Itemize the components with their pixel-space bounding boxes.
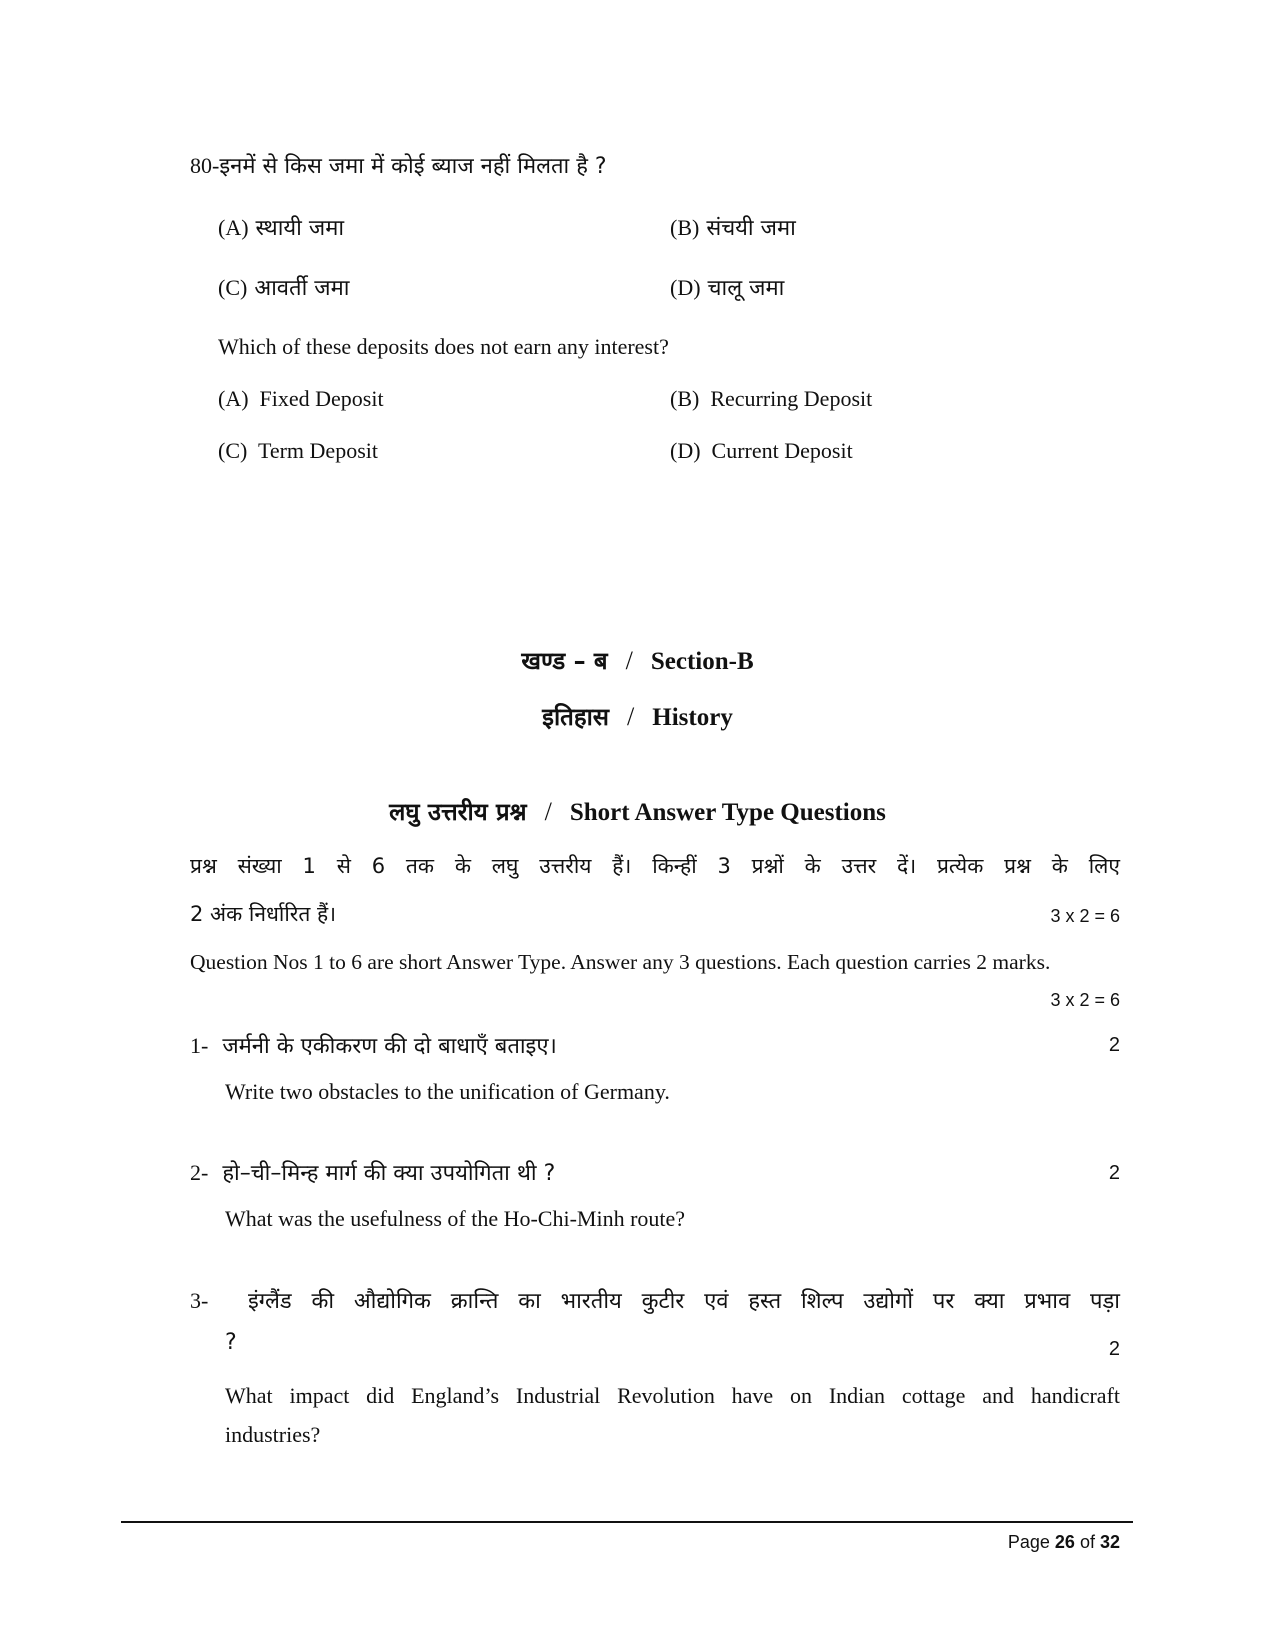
- q80-option-english-d: [670, 438, 853, 464]
- subject-heading: [0, 700, 1275, 733]
- q80-option-english-a: [218, 386, 384, 412]
- instruction-hindi-line2: 2 अंक निर्धारित हैं।: [190, 902, 337, 926]
- short-answer-slash: /: [544, 797, 552, 826]
- q3-english-line1: What impact did England’s Industrial Revolution have on Indian cottage and handicraft: [225, 1383, 1120, 1408]
- section-slash: /: [625, 646, 633, 675]
- instruction-english: Question Nos 1 to 6 are short Answer Type. Answer any 3 questions. Each question carries 2 marks.: [190, 950, 1051, 974]
- page-number: [1008, 1532, 1120, 1553]
- q2-hindi: [190, 1157, 555, 1187]
- short-answer-hindi: लघु उत्तरीय प्रश्न: [389, 798, 527, 826]
- option-text: Current Deposit: [711, 438, 853, 463]
- q80-option-hindi-d: [670, 272, 784, 302]
- section-heading: [0, 644, 1275, 677]
- q3-number: 3-: [190, 1288, 209, 1313]
- option-text: Fixed Deposit: [259, 386, 384, 411]
- q1-marks: 2: [1108, 1034, 1120, 1056]
- option-text: Term Deposit: [257, 438, 378, 463]
- option-text: स्थायी जमा: [255, 216, 345, 241]
- footer-divider: [121, 1521, 1133, 1523]
- option-key: (A): [218, 215, 249, 240]
- q2-hindi-text: हो–ची–मिन्ह मार्ग की क्या उपयोगिता थी ?: [222, 1161, 556, 1186]
- page-label: Page: [1007, 1532, 1050, 1552]
- page-current: 26: [1054, 1532, 1075, 1552]
- subject-slash: /: [627, 702, 635, 731]
- option-key: (B): [670, 215, 700, 240]
- q80-question-english: Which of these deposits does not earn any interest?: [218, 334, 669, 359]
- instruction-hindi-line1: प्रश्न संख्या 1 से 6 तक के लघु उत्तरीय हैं। किन्हीं 3 प्रश्नों के उत्तर दें। प्रत्येक प्रश्न के लिए: [190, 854, 1120, 878]
- option-key: (C): [218, 275, 248, 300]
- page-total: 32: [1099, 1532, 1120, 1552]
- q80-option-hindi-b: [670, 212, 796, 242]
- option-key: (D): [670, 275, 701, 300]
- option-key: (A): [218, 386, 249, 411]
- marks-hindi: 3 x 2 = 6: [1050, 906, 1120, 926]
- q2-marks: 2: [1108, 1162, 1120, 1184]
- q1-english: Write two obstacles to the unification of Germany.: [225, 1079, 670, 1104]
- q80-option-hindi-c: [218, 272, 349, 302]
- option-text: आवर्ती जमा: [254, 276, 350, 301]
- q1-hindi: [190, 1030, 557, 1060]
- page-of-label: of: [1079, 1532, 1095, 1552]
- subject-english: History: [652, 704, 733, 731]
- q3-marks: 2: [1108, 1338, 1120, 1360]
- q80-question-hindi: [190, 150, 607, 180]
- option-text: चालू जमा: [707, 276, 785, 301]
- option-key: (C): [218, 438, 248, 463]
- q1-number: 1-: [190, 1033, 209, 1058]
- subject-hindi: इतिहास: [542, 703, 610, 731]
- q1-hindi-text: जर्मनी के एकीकरण की दो बाधाएँ बताइए।: [222, 1034, 557, 1059]
- marks-english: 3 x 2 = 6: [1050, 990, 1120, 1010]
- option-text: Recurring Deposit: [710, 386, 873, 411]
- q3-hindi-line2: ?: [225, 1330, 237, 1355]
- q2-number: 2-: [190, 1160, 209, 1185]
- q80-option-hindi-a: [218, 212, 344, 242]
- section-english: Section-B: [650, 648, 754, 675]
- option-key: (B): [670, 386, 700, 411]
- q80-hindi-text: इनमें से किस जमा में कोई ब्याज नहीं मिलता है ?: [219, 154, 607, 179]
- short-answer-heading: [0, 795, 1275, 828]
- q80-number: 80-: [190, 153, 220, 178]
- option-key: (D): [670, 438, 701, 463]
- section-hindi: खण्ड – ब: [521, 647, 608, 675]
- q3-english-line2: industries?: [225, 1422, 321, 1447]
- q3-hindi-line1: [190, 1285, 1120, 1315]
- q2-english: What was the usefulness of the Ho-Chi-Minh route?: [225, 1206, 686, 1231]
- q80-option-english-b: [670, 386, 872, 412]
- option-text: संचयी जमा: [706, 216, 796, 241]
- q80-option-english-c: [218, 438, 378, 464]
- q3-hindi-text: इंग्लैंड की औद्योगिक क्रान्ति का भारतीय कुटीर एवं हस्त शिल्प उद्योगों पर क्या प्रभाव पड़ा: [247, 1289, 1120, 1314]
- short-answer-english: Short Answer Type Questions: [569, 799, 886, 826]
